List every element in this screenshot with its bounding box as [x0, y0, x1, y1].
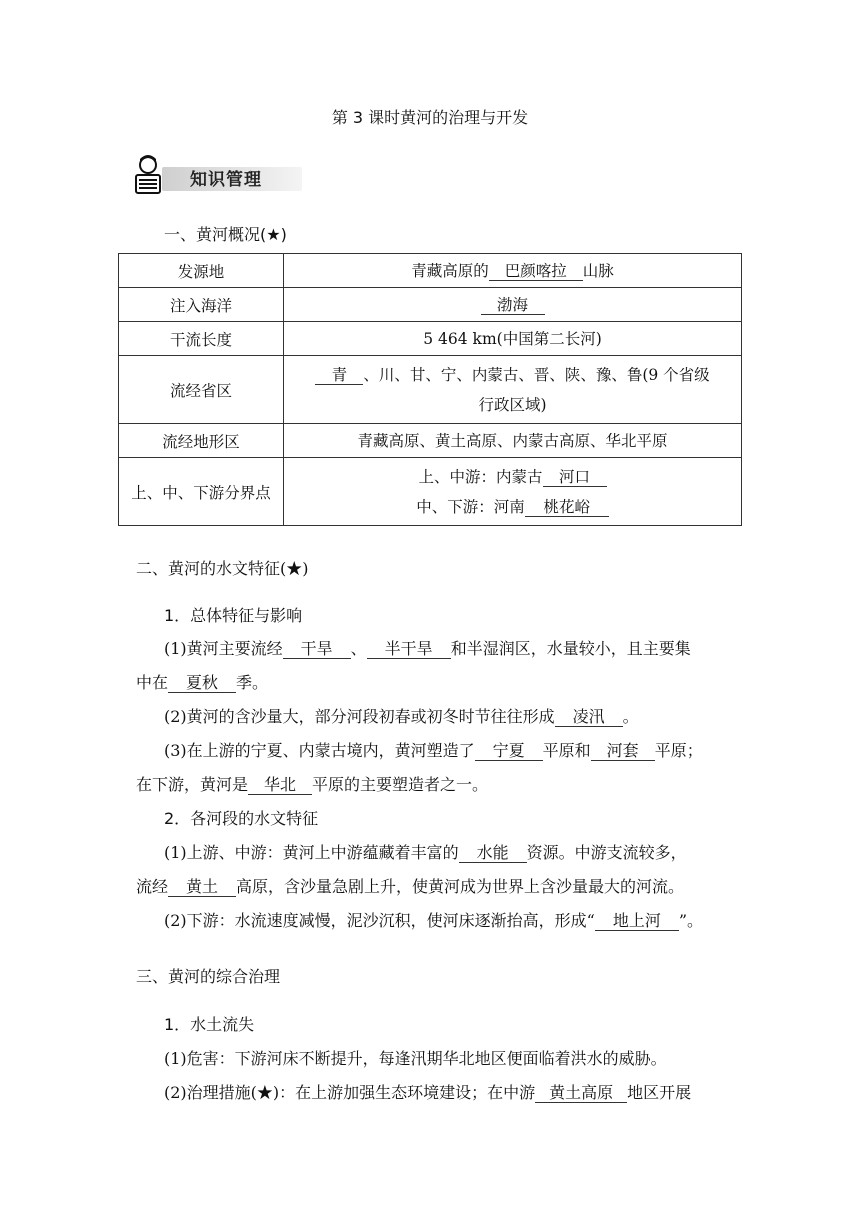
- row-key: 上、中、下游分界点: [119, 458, 284, 526]
- row-value: [284, 254, 742, 288]
- value-text: 上、中游：内蒙古: [418, 467, 543, 486]
- text: 高原，含沙量急剧上升，使黄河成为世界上含沙量最大的河流。: [236, 877, 685, 896]
- text: 地区开展: [627, 1083, 692, 1102]
- text: 平原和: [542, 741, 591, 760]
- table-row: [119, 254, 742, 288]
- value-line: [290, 360, 735, 390]
- text: 流经: [136, 877, 169, 896]
- text: 中在: [136, 673, 169, 692]
- answer-blank: 水能: [459, 844, 527, 863]
- text: (2)下游：水流速度减慢，泥沙沉积，使河床逐渐抬高，形成“: [164, 911, 595, 930]
- answer-blank: 黄土: [168, 878, 236, 897]
- badge-label: 知识管理: [190, 170, 262, 190]
- value-line: 行政区域): [478, 395, 547, 414]
- table-row: [119, 458, 742, 526]
- row-key: 注入海洋: [119, 288, 284, 322]
- answer-blank: 河套: [591, 742, 655, 761]
- text: (1)黄河主要流经: [164, 639, 283, 658]
- paragraph-line: [164, 908, 703, 931]
- text: 。: [622, 707, 639, 726]
- table-row: [119, 322, 742, 356]
- text: (3)在上游的宁夏、内蒙古境内，黄河塑造了: [164, 741, 475, 760]
- section1-heading: 一、黄河概况(★): [164, 225, 287, 244]
- subheading: 2．各河段的水文特征: [164, 809, 319, 828]
- paragraph-line: [164, 738, 703, 761]
- row-value: [284, 288, 742, 322]
- value-text: 中、下游：河南: [416, 497, 525, 516]
- text: 在下游，黄河是: [136, 775, 249, 794]
- text: (1)上游、中游：黄河上中游蕴藏着丰富的: [164, 843, 459, 862]
- answer-blank: 夏秋: [168, 674, 236, 693]
- text: 平原；: [654, 741, 703, 760]
- overview-table: [118, 253, 742, 526]
- answer-blank: 宁夏: [475, 742, 543, 761]
- text: ”。: [678, 911, 704, 930]
- value-text: 青藏高原的: [411, 261, 489, 280]
- row-key: 发源地: [119, 254, 284, 288]
- row-key: 干流长度: [119, 322, 284, 356]
- text: 和半湿润区，水量较小，且主要集: [450, 639, 691, 658]
- paragraph-line: [164, 636, 691, 659]
- answer-blank: 地上河: [595, 912, 679, 931]
- section3-heading: 三、黄河的综合治理: [136, 967, 281, 986]
- table-row: [119, 288, 742, 322]
- paragraph-line: [136, 874, 684, 897]
- paragraph-line: [164, 840, 687, 863]
- answer-blank: 巴颜喀拉: [489, 262, 583, 281]
- paragraph-line: [164, 704, 639, 727]
- table-row: [119, 424, 742, 458]
- text: 、: [350, 639, 367, 658]
- text: 平原的主要塑造者之一。: [312, 775, 489, 794]
- text: (2)黄河的含沙量大，部分河段初春或初冬时节往往形成: [164, 707, 555, 726]
- answer-blank: 凌汛: [555, 708, 623, 727]
- paragraph-line: [136, 670, 268, 693]
- table-row: [119, 356, 742, 424]
- text: (2)治理措施(★)：在上游加强生态环境建设；在中游: [164, 1083, 536, 1102]
- section2-heading: 二、黄河的水文特征(★): [136, 559, 309, 578]
- paragraph-line: [164, 1080, 691, 1103]
- row-value: 青藏高原、黄土高原、内蒙古高原、华北平原: [284, 424, 742, 458]
- answer-blank: 青: [315, 366, 363, 385]
- knowledge-badge: [128, 153, 308, 199]
- row-key: 流经地形区: [119, 424, 284, 458]
- answer-blank: 渤海: [481, 296, 545, 315]
- value-text: 山脉: [582, 261, 614, 280]
- value-text: 、川、甘、宁、内蒙古、晋、陕、豫、鲁(9 个省级: [363, 365, 710, 384]
- value-line: [290, 492, 735, 522]
- answer-blank: 桃花峪: [525, 498, 609, 517]
- paragraph-line: (1)危害：下游河床不断提升，每逢汛期华北地区便面临着洪水的威胁。: [164, 1049, 667, 1068]
- answer-blank: 干旱: [283, 640, 351, 659]
- row-value: 5 464 km(中国第二长河): [284, 322, 742, 356]
- text: 季。: [236, 673, 269, 692]
- subheading: 1．总体特征与影响: [164, 606, 303, 625]
- value-line: [290, 462, 735, 492]
- answer-blank: 半干旱: [367, 640, 451, 659]
- answer-blank: 河口: [543, 468, 607, 487]
- row-value: [284, 458, 742, 526]
- text: 资源。中游支流较多，: [526, 843, 687, 862]
- answer-blank: 华北: [248, 776, 312, 795]
- row-key: 流经省区: [119, 356, 284, 424]
- subheading: 1．水土流失: [164, 1015, 255, 1034]
- answer-blank: 黄土高原: [535, 1084, 627, 1103]
- paragraph-line: [136, 772, 488, 795]
- page-title: 第 3 课时黄河的治理与开发: [331, 108, 529, 127]
- row-value: [284, 356, 742, 424]
